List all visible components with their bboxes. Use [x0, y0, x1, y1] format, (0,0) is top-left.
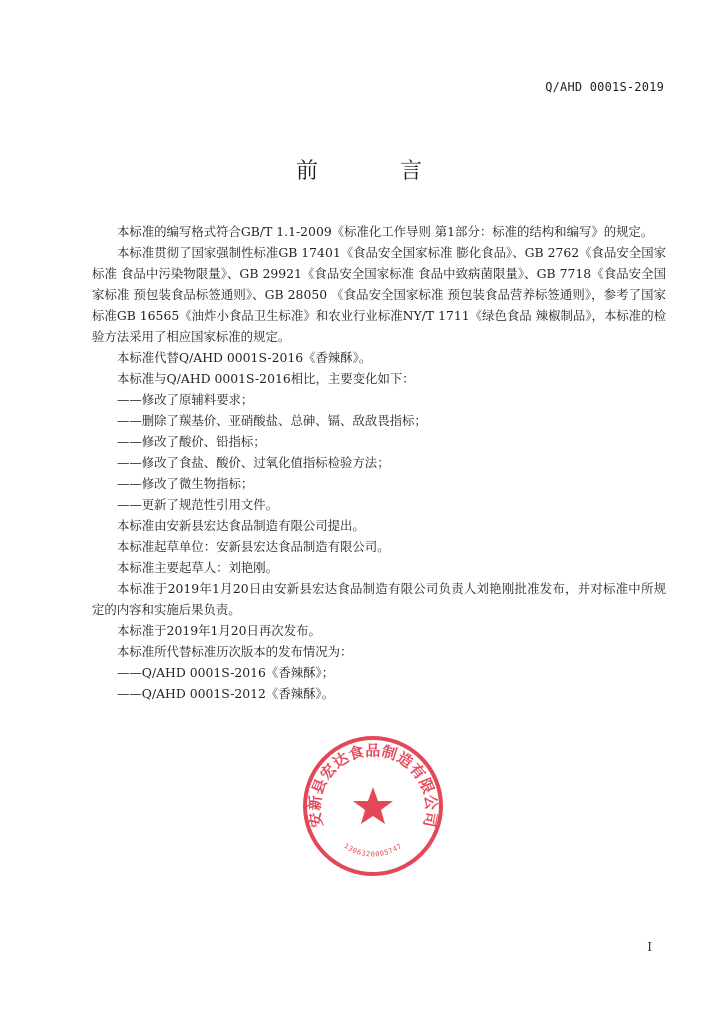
paragraph-approval: 本标准于2019年1月20日由安新县宏达食品制造有限公司负责人刘艳刚批准发布，并对标准中所规定的内容和实施后果负责。 [92, 581, 666, 617]
paragraph-proposer: 本标准由安新县宏达食品制造有限公司提出。 [117, 518, 365, 533]
seal-star-icon [353, 787, 393, 824]
paragraph-drafter: 本标准主要起草人：刘艳刚。 [117, 560, 279, 575]
list-item: ——更新了规范性引用文件。 [117, 497, 279, 512]
document-id: Q/AHD 0001S-2019 [545, 80, 664, 94]
list-item: ——Q/AHD 0001S-2012《香辣酥》。 [117, 686, 335, 701]
list-item: ——修改了原辅料要求； [117, 392, 254, 407]
title-char-2: 言 [400, 159, 423, 184]
paragraph-format: 本标准的编写格式符合GB/T 1.1-2009《标准化工作导则 第1部分：标准的结构和编写》的规定。 [117, 224, 654, 239]
list-item: ——修改了食盐、酸价、过氧化值指标检验方法； [117, 455, 390, 470]
paragraph-history-intro: 本标准所代替标准历次版本的发布情况为： [117, 644, 353, 659]
list-item: ——Q/AHD 0001S-2016《香辣酥》； [117, 665, 335, 680]
title-char-1: 前 [295, 159, 318, 184]
foreword-body [92, 221, 666, 704]
list-item: ——删除了羰基价、亚硝酸盐、总砷、镉、敌敌畏指标； [117, 413, 427, 428]
company-seal [302, 735, 444, 877]
list-item: ——修改了酸价、铅指标； [117, 434, 266, 449]
paragraph-replaces: 本标准代替Q/AHD 0001S-2016《香辣酥》。 [117, 350, 372, 365]
page-title [0, 154, 718, 185]
list-item: ——修改了微生物指标； [117, 476, 254, 491]
seal-company-text: 安新县宏达食品制造有限公司 [305, 741, 441, 829]
seal-number-text: 1306320005747 [342, 841, 404, 859]
page-number: I [647, 940, 652, 954]
paragraph-standards: 本标准贯彻了国家强制性标准GB 17401《食品安全国家标准 膨化食品》、GB 2762《食品安全国家标准 食品中污染物限量》、GB 29921《食品安全国家标准 食品中致病菌限量》、GB 7718《食品安全国家标准 预包装食品标签通则》、GB 28050 《食品安全国家标准 预包装食品营养标签通则》，参考了国家标准GB 16565《油炸小食品卫生标准》和农业行业标准NY/T 1711《绿色食品 辣椒制品》，本标准的检验方法采用了相应国家标准的规定。 [92, 245, 666, 344]
paragraph-drafting-unit: 本标准起草单位：安新县宏达食品制造有限公司。 [117, 539, 390, 554]
paragraph-republish: 本标准于2019年1月20日再次发布。 [117, 623, 321, 638]
paragraph-changes-intro: 本标准与Q/AHD 0001S-2016相比，主要变化如下： [117, 371, 415, 386]
